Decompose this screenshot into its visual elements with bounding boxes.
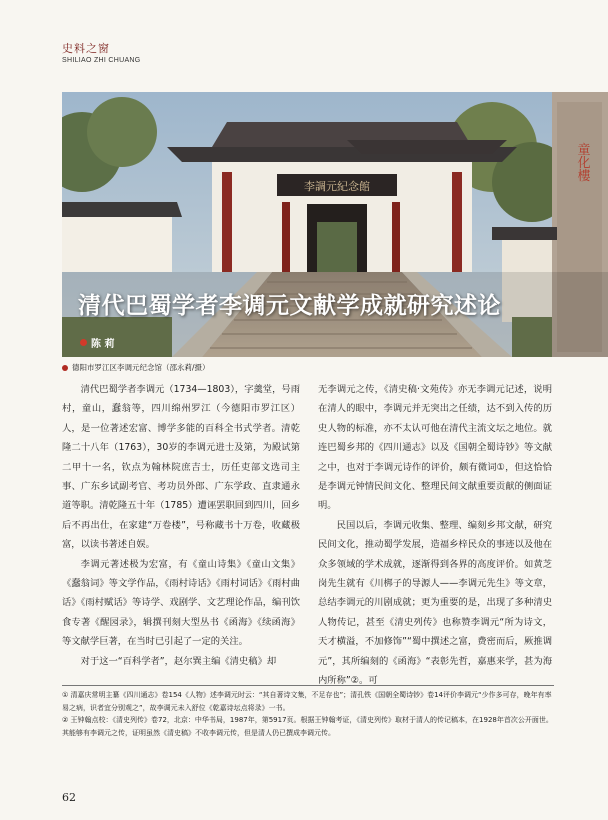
side-sign-text: 童化樓 [574,142,590,182]
paragraph: 民国以后，李调元收集、整理、编刻乡邦文献，研究民间文化，推动蜀学发展，造福乡梓民众的事迹以及他在众多领域的学术成就，逐渐得到各界的高度评价。如黄芝岗先生就有《川梆子的导源人——李调元先生》等文章，总结李调元的川剧成就；更为重要的是，出现了多种清史人物传记，甚至《清史列传》也称赞李调元“所为诗文，天才横溢，不加修饰”“蜀中撰述之富，费密而后，厥推调元”，其所编刻的《函海》“表彰先哲，嘉惠来学，甚为海内所称”②。可 [318,519,552,687]
caption-text: 德阳市罗江区李调元纪念馆（邵永莉/摄） [72,363,210,372]
article-title: 清代巴蜀学者李调元文献学成就研究述论 [78,293,501,319]
photo-caption [62,362,210,373]
left-column [62,380,300,671]
paragraph: 无李调元之传，《清史稿·文苑传》亦无李调元记述，说明在清人的眼中，李调元并无突出之任绩，达不到入传的历史人物的标准，亦不太认可他在清代主流文坛之地位。就连巴蜀乡邦的《四川通志》以及《国朝全蜀诗钞》等文献之中，也对于李调元诗作的评价，颇有微词①，但这恰恰是李调元钟情民间文化、整理民间文献重要贡献的侧面证明。 [318,384,552,512]
footnote: ② 王钟翰点校：《清史列传》卷72，北京：中华书局，1987年，第5917页。根据王钟翰考证，《清史列传》取材于清人的传记稿本，在1928年首次公开面世。其能够有李调元之传，证明虽然《清史稿》不收李调元传，但是清人仍已撰成李调元传。 [62,716,553,737]
gate-plaque-text: 李調元紀念館 [304,180,370,193]
section-header [62,40,141,64]
author-bullet-icon [80,339,87,346]
author-line [80,335,114,350]
section-pinyin: SHILIAO ZHI CHUANG [62,57,141,64]
page-number: 62 [62,791,76,804]
footnote: ① 清嘉庆常明主纂《四川通志》卷154《人物》述李调元时云：“其自著诗文集，不足存也”；清孔铁《国朝全蜀诗钞》卷14评价李调元“少作多可存，晚年有率易之病，识者宜分别观之”，故李调元未入舒位《乾嘉诗坛点将录》一书。 [62,691,552,712]
right-column [318,380,552,691]
caption-bullet-icon [62,365,68,371]
paragraph: 清代巴蜀学者李调元（1734—1803），字羹堂，号雨村，童山，蠢翁等，四川绵州罗江（今德阳市罗江区）人，是一位著述宏富、博学多能的百科全书式学者。清乾隆二十八年（1763），30岁的李调元进士及第，为殿试第二甲十一名，钦点为翰林院庶吉士，历任吏部文选司主事、广东乡试副考官、考功员外郎、广东学政、直隶通永道等职。清乾隆五十年（1785）遭诬罢职回到四川，回乡后不再出仕，在家建“万卷楼”，号称藏书十万卷，收藏极富，以读书著述自娱。 [62,384,300,551]
section-title: 史料之窗 [62,42,110,55]
footnotes [62,685,554,739]
paragraph: 对于这一“百科学者”，赵尔巽主编《清史稿》却 [80,655,277,667]
author-name: 陈 莉 [91,339,115,350]
paragraph: 李调元著述极为宏富，有《童山诗集》《童山文集》《蠢翁词》等文学作品，《雨村诗话》《雨村词话》《雨村曲话》《雨村赋话》等诗学、戏剧学、文艺理论作品，编刊饮食专著《醒园录》，辑撰刊刻大型丛书《函海》《续函海》等文献学巨著，在当时已引起了一定的关注。 [62,558,300,648]
